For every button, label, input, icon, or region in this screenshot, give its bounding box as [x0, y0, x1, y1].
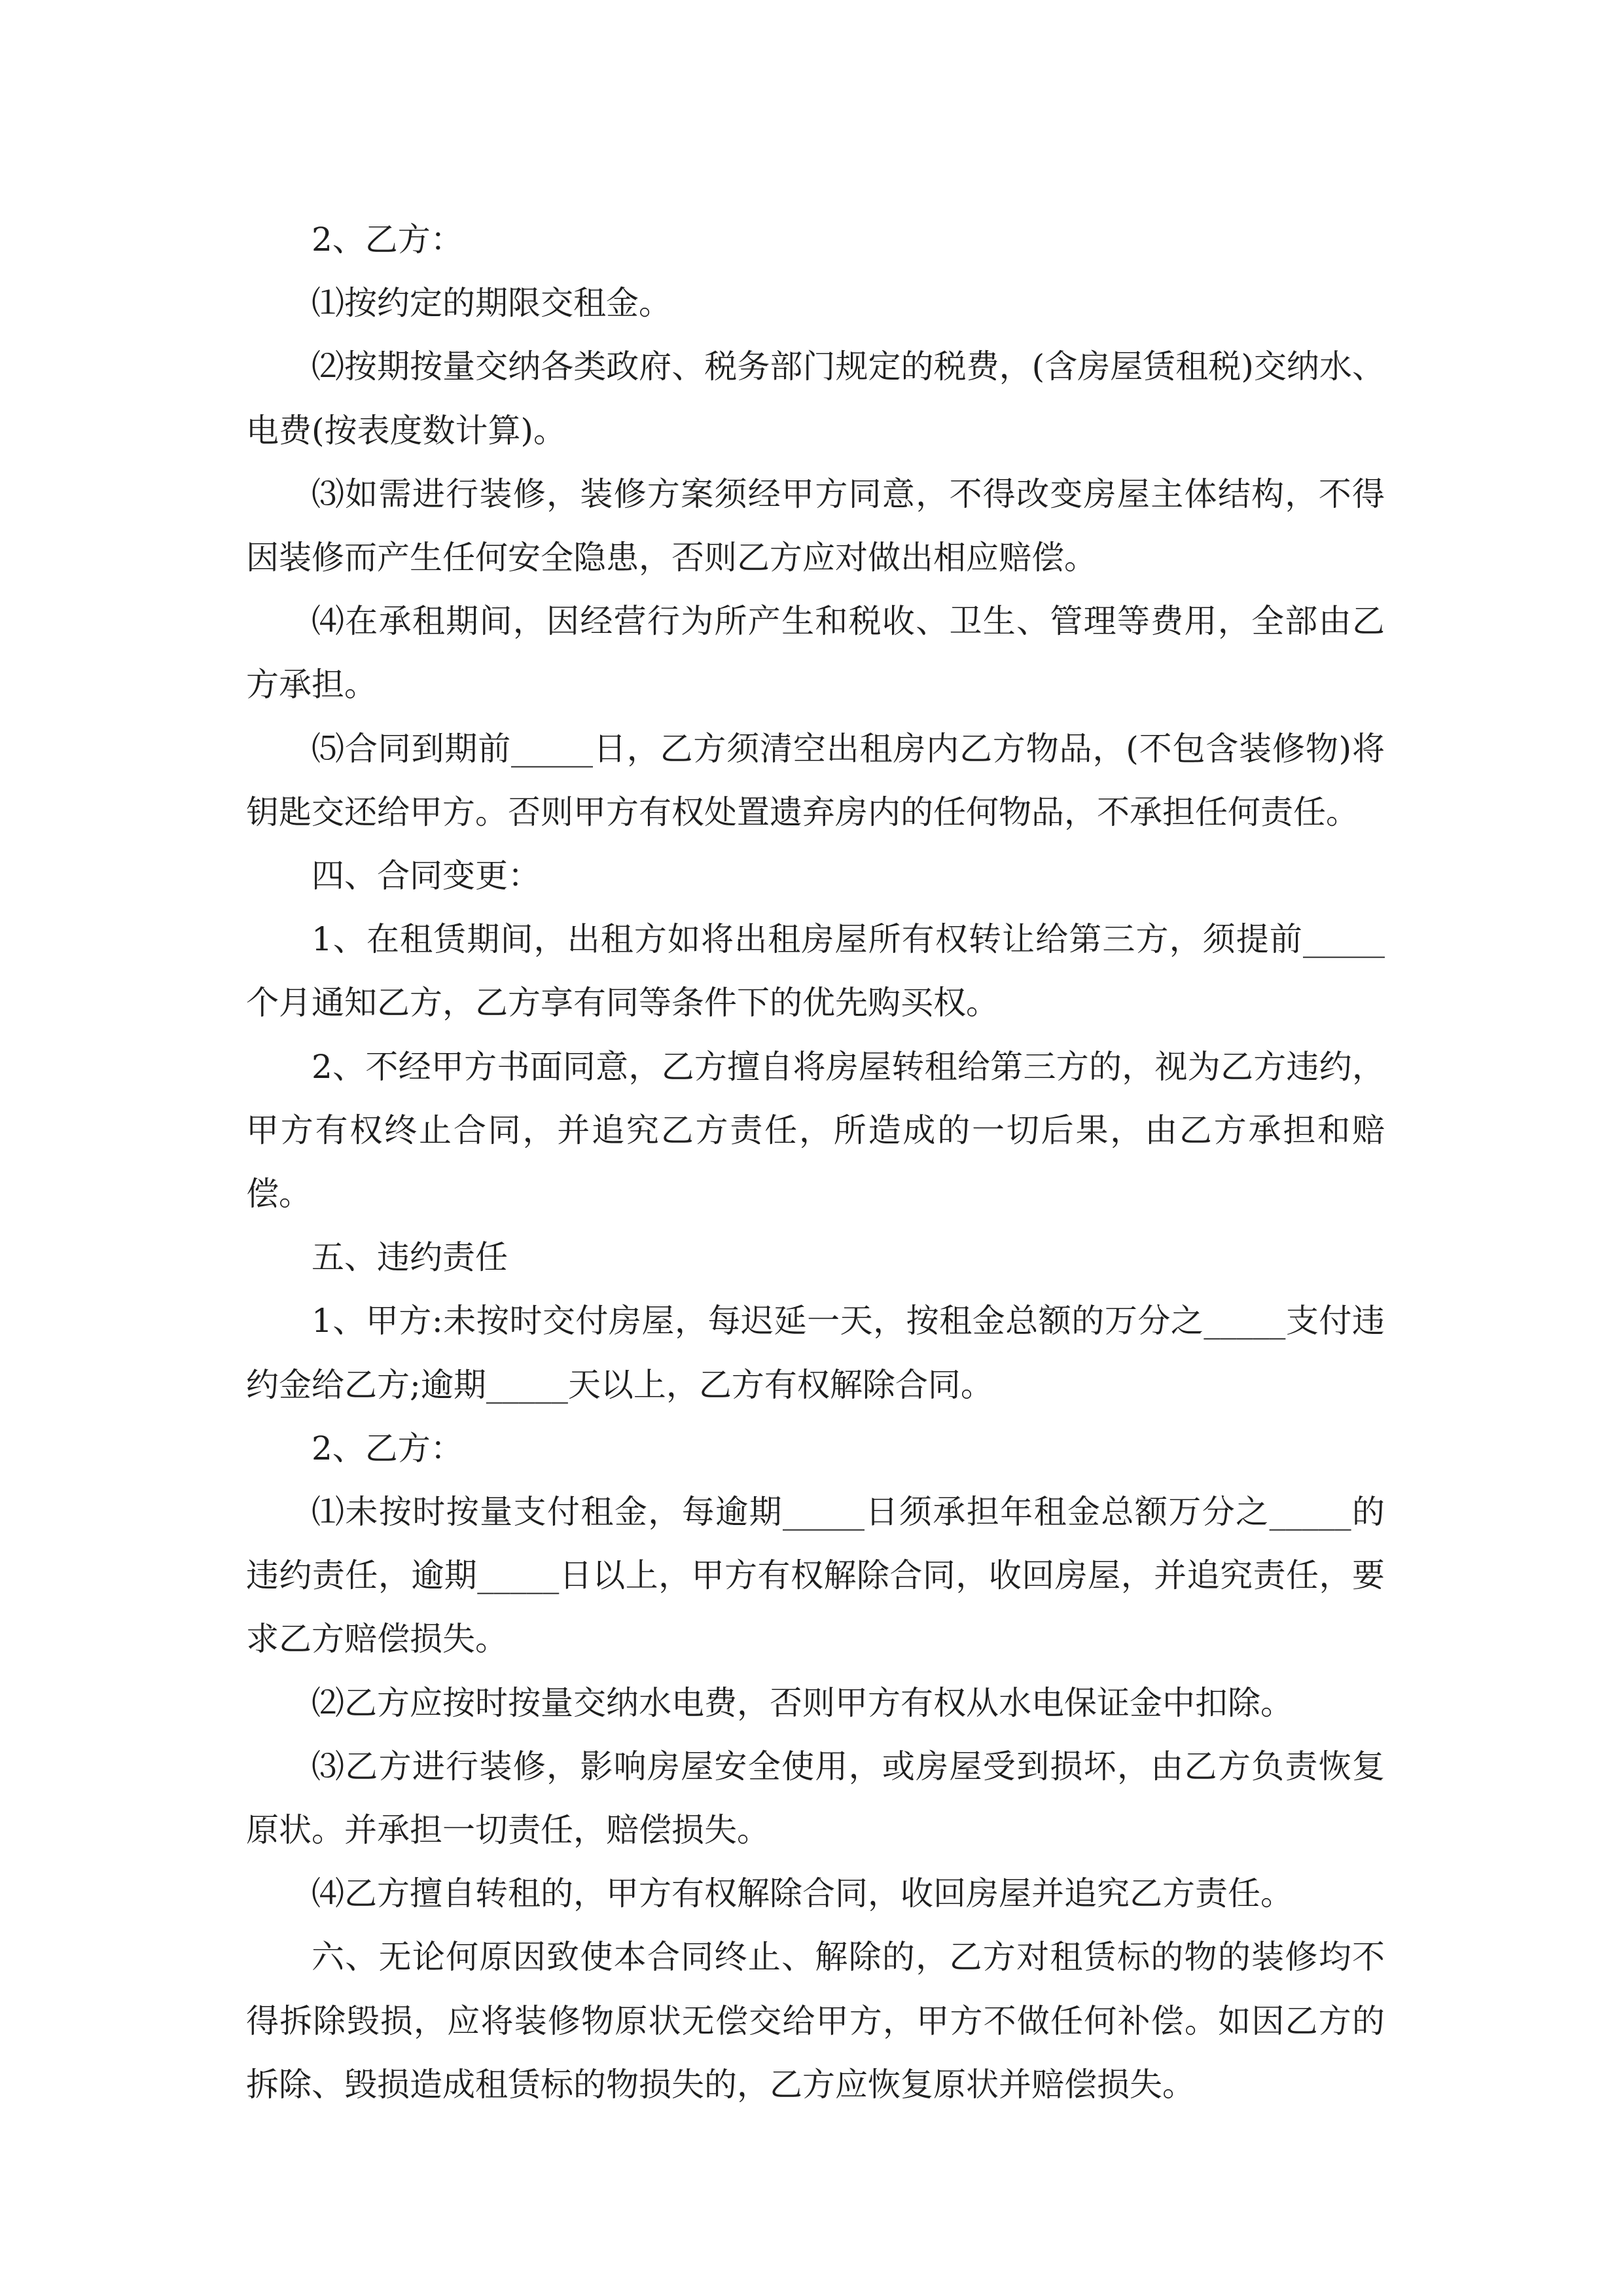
paragraph-liability-party-b-heading: 2、乙方： [312, 1429, 463, 1467]
paragraph-b-item-1: ⑴按约定的期限交租金。 [312, 284, 671, 323]
paragraph-b-item-3: ⑶如需进行装修，装修方案须经甲方同意，不得改变房屋主体结构，不得因装修而产生任何安全隐患，否则乙方应对做出相应赔偿。 [246, 475, 1385, 577]
paragraph-b-item-2: ⑵按期按量交纳各类政府、税务部门规定的税费，(含房屋赁租税)交纳水、电费(按表度数计算)。 [246, 348, 1385, 450]
paragraph-liability-b-item-4: ⑷乙方擅自转租的，甲方有权解除合同，收回房屋并追究乙方责任。 [312, 1874, 1293, 1913]
paragraph-liability-b-item-3: ⑶乙方进行装修，影响房屋安全使用，或房屋受到损坏，由乙方负责恢复原状。并承担一切责任，赔偿损失。 [246, 1747, 1385, 1850]
section-heading-liability: 五、违约责任 [312, 1238, 508, 1277]
paragraph-liability-b-item-2: ⑵乙方应按时按量交纳水电费，否则甲方有权从水电保证金中扣除。 [312, 1683, 1293, 1722]
paragraph-liability-party-a: 1、甲方:未按时交付房屋，每迟延一天，按租金总额的万分之_____支付违约金给乙方;逾期_____天以上，乙方有权解除合同。 [246, 1302, 1385, 1404]
paragraph-change-2: 2、不经甲方书面同意，乙方擅自将房屋转租给第三方的，视为乙方违约，甲方有权终止合同，并追究乙方责任，所造成的一切后果，由乙方承担和赔偿。 [246, 1047, 1385, 1213]
paragraph-termination: 六、无论何原因致使本合同终止、解除的，乙方对租赁标的物的装修均不得拆除毁损，应将装修物原状无偿交给甲方，甲方不做任何补偿。如因乙方的拆除、毁损造成租赁标的物损失的，乙方应恢复原状并赔偿损失。 [246, 1938, 1385, 2104]
paragraph-party-b-heading: 2、乙方： [312, 221, 463, 259]
document-body [246, 208, 1385, 2117]
paragraph-b-item-5: ⑸合同到期前_____日，乙方须清空出租房内乙方物品，(不包含装修物)将钥匙交还给甲方。否则甲方有权处置遗弃房内的任何物品，不承担任何责任。 [246, 729, 1385, 831]
paragraph-liability-b-item-1: ⑴未按时按量支付租金，每逾期_____日须承担年租金总额万分之_____的违约责任，逾期_____日以上，甲方有权解除合同，收回房屋，并追究责任，要求乙方赔偿损失。 [246, 1493, 1385, 1659]
section-heading-contract-change: 四、合同变更： [312, 857, 541, 895]
paragraph-b-item-4: ⑷在承租期间，因经营行为所产生和税收、卫生、管理等费用，全部由乙方承担。 [246, 602, 1385, 704]
paragraph-change-1: 1、在租赁期间，出租方如将出租房屋所有权转让给第三方，须提前_____个月通知乙方，乙方享有同等条件下的优先购买权。 [246, 920, 1385, 1022]
